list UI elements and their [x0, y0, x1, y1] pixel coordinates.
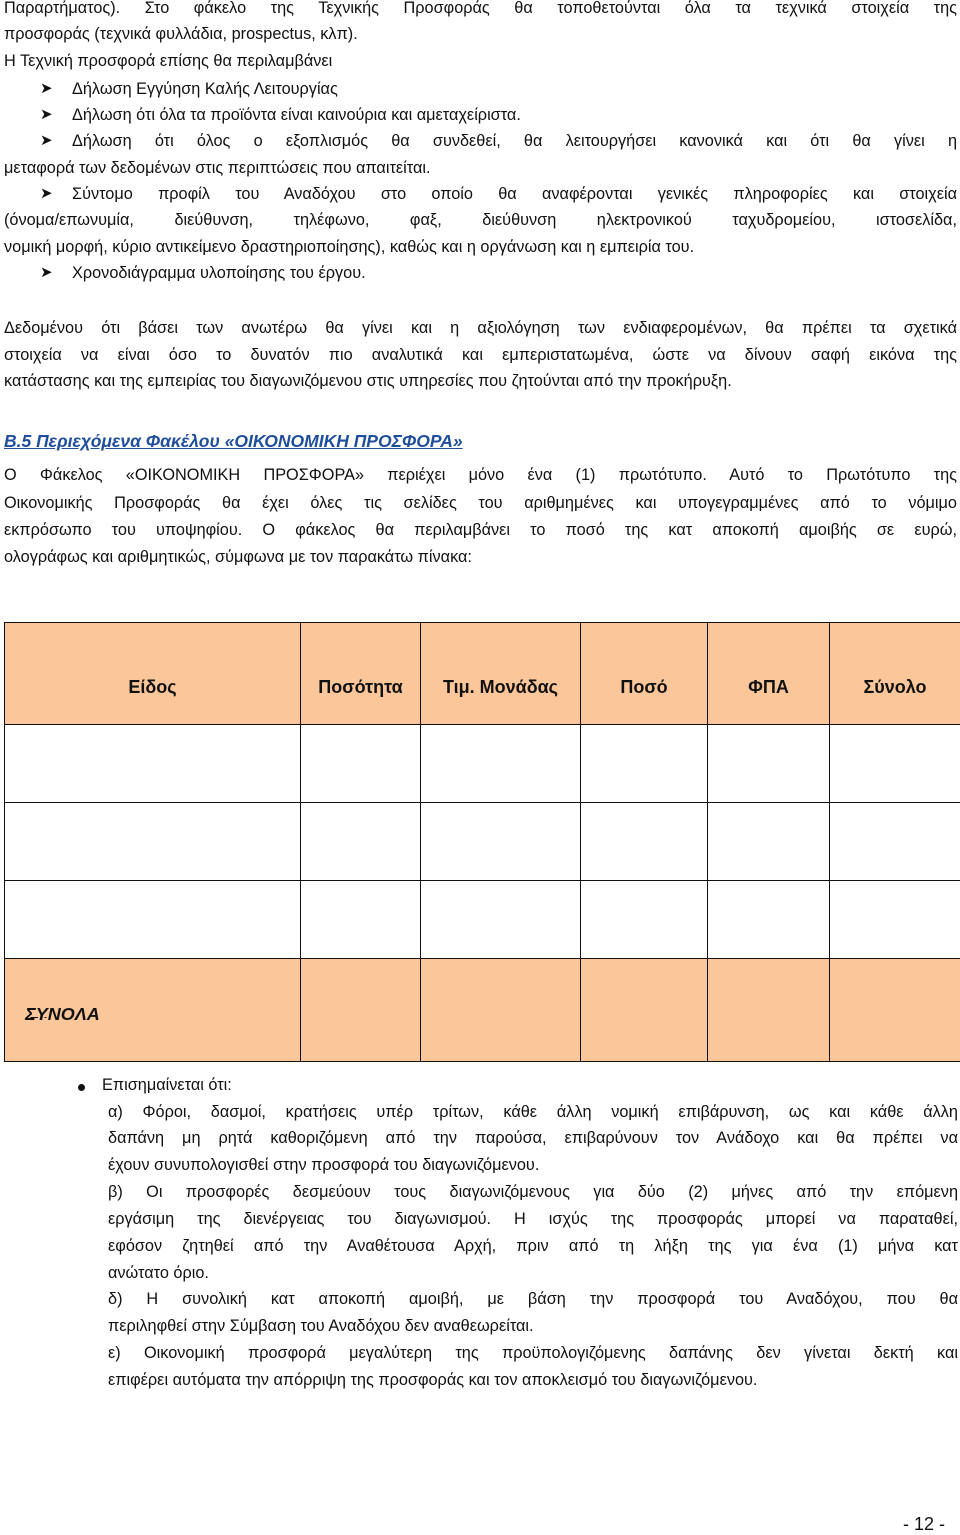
section-heading: Β.5 Περιεχόμενα Φακέλου «ΟΙΚΟΝΟΜΙΚΗ ΠΡΟΣΦΟΡΑ» [4, 431, 463, 451]
note-line: εργάσιμη της διενέργειας του διαγωνισμού. Η ισχύς της προσφοράς μπορεί να παραταθεί, [108, 1210, 958, 1228]
page-number: - 12 - [903, 1514, 946, 1534]
note-line: έχουν συνυπολογισθεί στην προσφορά του διαγωνιζόμενου. [108, 1156, 540, 1174]
table-cell [5, 803, 301, 881]
arrow-bullet-icon: ➤ [40, 132, 53, 149]
paragraph-line: ολογράφως και αριθμητικώς, σύμφωνα με τον παρακάτω πίνακα: [4, 548, 472, 566]
table-row [5, 725, 960, 803]
list-item-line: Σύντομο προφίλ του Αναδόχου στο οποίο θα αναφέρονται γενικές πληροφορίες και στοιχεία [72, 185, 957, 203]
table-row [5, 803, 960, 881]
total-label [5, 959, 301, 1062]
table-cell [581, 881, 708, 959]
financial-offer-table [4, 622, 960, 1062]
column-header: Ποσό [581, 623, 708, 725]
table-cell [708, 959, 830, 1062]
column-header: ΦΠΑ [708, 623, 830, 725]
table-cell [830, 803, 960, 881]
paragraph-line: Οικονομικής Προσφοράς θα έχει όλες τις σελίδες του αριθμημένες και υπογεγραμμένες από το νόμιμο [4, 494, 957, 512]
table-cell [581, 803, 708, 881]
note-line: ανώτατο όριο. [108, 1264, 209, 1282]
arrow-bullet-icon: ➤ [40, 80, 53, 97]
table-cell [301, 959, 421, 1062]
list-item: Δήλωση ότι όλα τα προϊόντα είναι καινούρια και αμεταχείριστα. [72, 106, 521, 124]
note-line: περιληφθεί στην Σύμβαση του Αναδόχου δεν αναθεωρείται. [108, 1317, 534, 1335]
intro-line-2: προσφοράς (τεχνικά φυλλάδια, prospectus, κλπ). [4, 25, 358, 43]
table-total-row [5, 959, 960, 1062]
table-cell [581, 725, 708, 803]
list-item-line: Δήλωση ότι όλος ο εξοπλισμός θα συνδεθεί, θα λειτουργήσει κανονικά και ότι θα γίνει η [72, 132, 957, 150]
table-cell [301, 725, 421, 803]
note-line: δαπάνη μη ρητά καθοριζόμενη από την παρούσα, επιβαρύνουν τον Ανάδοχο και θα πρέπει να [108, 1129, 958, 1147]
table-header-row [5, 623, 960, 725]
note-line: δ) Η συνολική κατ αποκοπή αμοιβή, με βάση την προσφορά του Αναδόχου, που θα [108, 1290, 958, 1308]
note-line: ε) Οικονομική προσφορά μεγαλύτερη της προϋπολογιζόμενης δαπάνης δεν γίνεται δεκτή και [108, 1344, 958, 1362]
list-item-line: (όνομα/επωνυμία, διεύθυνση, τηλέφωνο, φαξ, διεύθυνση ηλεκτρονικού ταχυδρομείου, ιστοσελίδα, [4, 211, 957, 229]
column-header: Ποσότητα [301, 623, 421, 725]
arrow-bullet-icon: ➤ [40, 106, 53, 123]
column-header: Σύνολο [830, 623, 960, 725]
intro-line-3: Η Τεχνική προσφορά επίσης θα περιλαμβάνει [4, 52, 333, 70]
arrow-bullet-icon: ➤ [40, 264, 53, 281]
list-item: Δήλωση Εγγύηση Καλής Λειτουργίας [72, 80, 338, 98]
table-cell [421, 881, 581, 959]
note-line: εφόσον ζητηθεί από την Αναθέτουσα Αρχή, πριν από τη λήξη της για ένα (1) μήνα κατ [108, 1237, 958, 1255]
table-cell [830, 881, 960, 959]
table-cell [708, 803, 830, 881]
list-item-line: νομική μορφή, κύριο αντικείμενο δραστηριοποίησης), καθώς και η οργάνωση και η εμπειρία του. [4, 238, 695, 256]
arrow-bullet-icon: ➤ [40, 185, 53, 202]
paragraph-line: εκπρόσωπο του υποψηφίου. Ο φάκελος θα περιλαμβάνει το ποσό της κατ αποκοπή αμοιβής σε ευρώ, [4, 521, 957, 539]
paragraph-line: κατάστασης και της εμπειρίας του διαγωνιζόμενου στις υπηρεσίες που ζητούνται από την προκήρυξη. [4, 372, 732, 390]
column-header: Τιμ. Μονάδας [421, 623, 581, 725]
note-line: α) Φόροι, δασμοί, κρατήσεις υπέρ τρίτων, κάθε άλλη νομική επιβάρυνση, ως και κάθε άλλη [108, 1103, 958, 1121]
table-cell [5, 881, 301, 959]
table-cell [5, 725, 301, 803]
note-line: β) Οι προσφορές δεσμεύουν τους διαγωνιζόμενους για δύο (2) μήνες από την επόμενη [108, 1183, 958, 1201]
table-cell [581, 959, 708, 1062]
paragraph-line: στοιχεία να είναι όσο το δυνατόν πιο αναλυτικά και εμπεριστατωμένα, ώστε να δίνουν σαφή εικόνα της [4, 346, 957, 364]
paragraph-line: Δεδομένου ότι βάσει των ανωτέρω θα γίνει και η αξιολόγηση των ενδιαφερομένων, θα πρέπει τα σχετικά [4, 319, 957, 337]
total-label-text: ΣΥΝΟΛΑ [25, 1003, 100, 1024]
table-cell [830, 725, 960, 803]
note-line: επιφέρει αυτόματα την απόρριψη της προσφοράς και τον αποκλεισμό του διαγωνιζόμενου. [108, 1371, 758, 1389]
bullet-dot-icon [78, 1084, 85, 1091]
list-item-line: μεταφορά των δεδομένων στις περιπτώσεις που απαιτείται. [4, 159, 431, 177]
column-header: Είδος [5, 623, 301, 725]
intro-line-1: Παραρτήματος). Στο φάκελο της Τεχνικής Προσφοράς θα τοποθετούνται όλα τα τεχνικά στοιχεία της [4, 0, 957, 17]
table-cell [708, 881, 830, 959]
table-cell [301, 803, 421, 881]
table-cell [421, 959, 581, 1062]
table-cell [421, 803, 581, 881]
table-cell [830, 959, 960, 1062]
table-cell [421, 725, 581, 803]
notes-title: Επισημαίνεται ότι: [102, 1076, 232, 1094]
table-row [5, 881, 960, 959]
list-item: Χρονοδιάγραμμα υλοποίησης του έργου. [72, 264, 366, 282]
paragraph-line: Ο Φάκελος «ΟΙΚΟΝΟΜΙΚΗ ΠΡΟΣΦΟΡΑ» περιέχει μόνο ένα (1) πρωτότυπο. Αυτό το Πρωτότυπο της [4, 466, 957, 484]
table-cell [301, 881, 421, 959]
table-cell [708, 725, 830, 803]
